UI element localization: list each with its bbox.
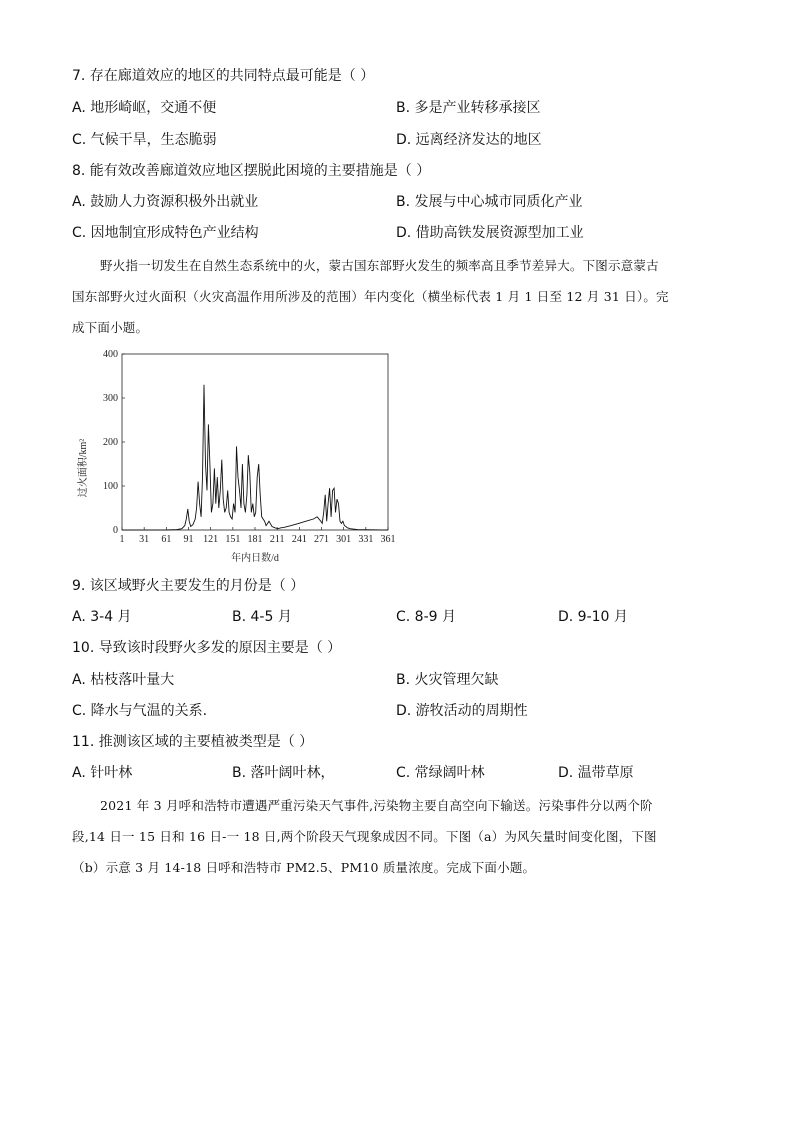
question-10-option-b: B. 火灾管理欠缺 <box>396 672 499 688</box>
question-9-option-b: B. 4-5 月 <box>232 609 292 625</box>
passage-2-line-1: 2021 年 3 月呼和浩特市遭遇严重污染天气事件,污染物主要自高空向下输送。污染事件分以两个阶 <box>100 798 653 813</box>
question-10-option-c: C. 降水与气温的关系. <box>72 703 208 719</box>
question-11-option-c: C. 常绿阔叶林 <box>396 765 485 781</box>
question-11-option-a: A. 针叶林 <box>72 765 133 781</box>
passage-2-line-3: （b）示意 3 月 14-18 日呼和浩特市 PM2.5、PM10 质量浓度。完成下面小题。 <box>72 860 536 875</box>
question-7-option-b: B. 多是产业转移承接区 <box>396 100 541 116</box>
question-9-stem: 9. 该区域野火主要发生的月份是（ ） <box>72 578 305 594</box>
question-9-option-c: C. 8-9 月 <box>396 609 456 625</box>
question-11-option-d: D. 温带草原 <box>558 765 634 781</box>
x-tick-label: 91 <box>183 534 194 545</box>
x-axis-label: 年内日数/d <box>231 553 279 564</box>
x-tick-label: 211 <box>269 534 285 545</box>
y-tick-label: 400 <box>103 349 118 360</box>
passage-2-line-2: 段,14 日一 15 日和 16 日-一 18 日,两个阶段天气现象成因不同。下图（a）为风矢量时间变化图，下图 <box>72 829 657 844</box>
question-8-stem: 8. 能有效改善廊道效应地区摆脱此困境的主要措施是（ ） <box>72 163 431 179</box>
question-8-option-b: B. 发展与中心城市同质化产业 <box>396 194 583 210</box>
question-10-option-d: D. 游牧活动的周期性 <box>396 703 528 719</box>
x-tick-label: 301 <box>336 534 352 545</box>
passage-1-line-2: 国东部野火过火面积（火灾高温作用所涉及的范围）年内变化（横坐标代表 1 月 1 日至 12 月 31 日）。完 <box>72 289 669 304</box>
burned-area-series <box>122 385 388 530</box>
y-tick-label: 0 <box>113 525 118 536</box>
question-11-stem: 11. 推测该区域的主要植被类型是（ ） <box>72 734 314 750</box>
question-9-option-a: A. 3-4 月 <box>72 609 132 625</box>
question-9-option-d: D. 9-10 月 <box>558 609 628 625</box>
question-8-option-d: D. 借助高铁发展资源型加工业 <box>396 225 584 241</box>
question-11-option-b: B. 落叶阔叶林， <box>232 765 335 781</box>
x-tick-label: 31 <box>139 534 150 545</box>
x-tick-label: 121 <box>203 534 219 545</box>
question-10-stem: 10. 导致该时段野火多发的原因主要是（ ） <box>72 640 342 656</box>
question-7-stem: 7. 存在廊道效应的地区的共同特点最可能是（ ） <box>72 68 375 84</box>
x-tick-label: 331 <box>358 534 374 545</box>
question-8-option-a: A. 鼓励人力资源积极外出就业 <box>72 194 259 210</box>
passage-1-line-1: 野火指一切发生在自然生态系统中的火，蒙古国东部野火发生的频率高且季节差异大。下图示意蒙古 <box>100 258 659 273</box>
question-7-option-c: C. 气候干旱，生态脆弱 <box>72 132 217 148</box>
question-7-option-a: A. 地形崎岖，交通不便 <box>72 100 217 116</box>
y-tick-label: 200 <box>103 437 118 448</box>
y-tick-label: 100 <box>103 481 118 492</box>
x-tick-label: 61 <box>161 534 172 545</box>
x-tick-label: 1 <box>119 534 125 545</box>
passage-1-line-3: 成下面小题。 <box>72 320 149 335</box>
question-7-option-d: D. 远离经济发达的地区 <box>396 132 542 148</box>
y-axis-label: 过火面积/km² <box>78 438 89 498</box>
y-tick-label: 300 <box>103 393 118 404</box>
x-tick-label: 271 <box>314 534 329 545</box>
plot-frame <box>122 354 388 530</box>
x-tick-label: 241 <box>291 534 307 545</box>
question-10-option-a: A. 枯枝落叶量大 <box>72 672 175 688</box>
x-tick-label: 361 <box>380 534 396 545</box>
x-tick-label: 151 <box>225 534 241 545</box>
x-tick-label: 181 <box>247 534 263 545</box>
question-8-option-c: C. 因地制宜形成特色产业结构 <box>72 225 259 241</box>
fire-area-chart <box>72 344 402 566</box>
